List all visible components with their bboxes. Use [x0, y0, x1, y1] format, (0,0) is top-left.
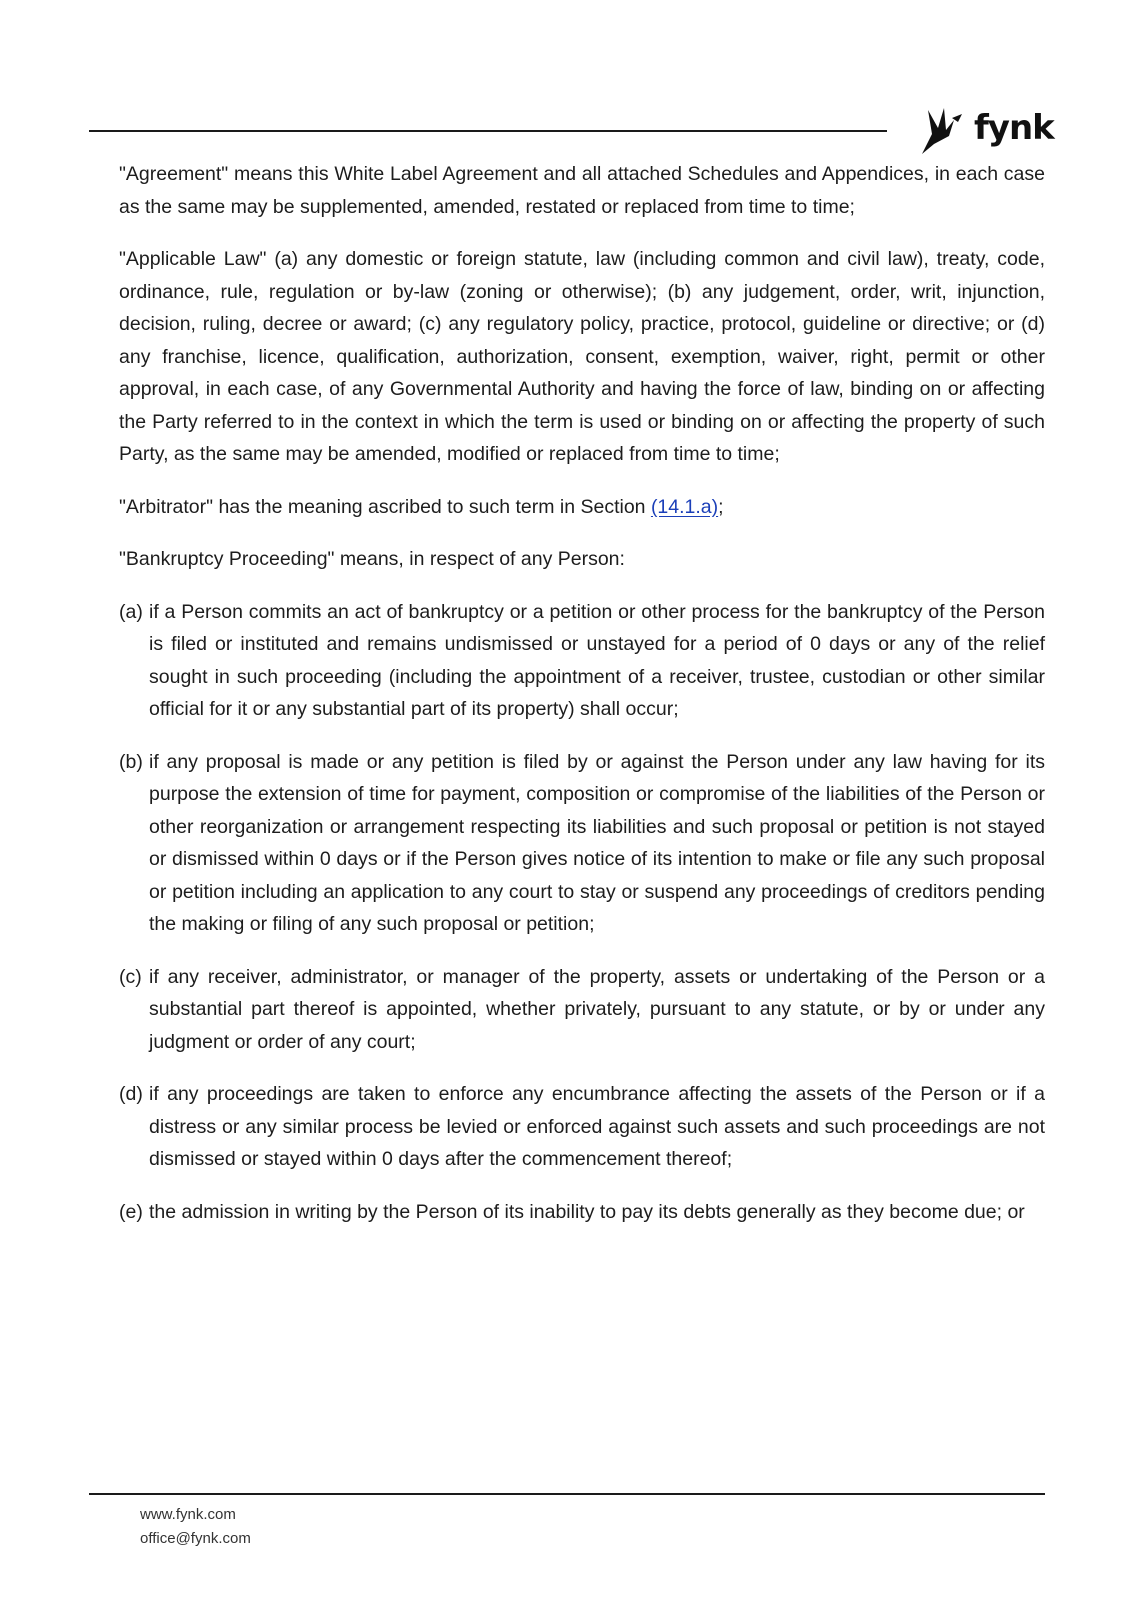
definition-bankruptcy-proceeding: "Bankruptcy Proceeding" means, in respect of any Person:: [119, 548, 625, 570]
footer-email-link[interactable]: office@fynk.com: [140, 1530, 251, 1547]
item-text: the admission in writing by the Person of its inability to pay its debts generally as they become due; or: [149, 1200, 1025, 1223]
arbitrator-suffix: ;: [718, 495, 724, 518]
item-marker: (c): [119, 965, 142, 988]
bankruptcy-item-e: [119, 1196, 1045, 1229]
item-text: if a Person commits an act of bankruptcy or a petition or other process for the bankruptcy of the Person is filed or instituted and remains undismissed or unstayed for a period of 0 days or any of the relief sought in such proceeding (including the appointment of a receiver, trustee, custodian or other similar official for it or any substantial part of its property) shall occur;: [149, 600, 1045, 720]
item-text: if any receiver, administrator, or manager of the property, assets or undertaking of the Person or a substantial part thereof is appointed, whether privately, pursuant to any statute, or by or under any judgment or order of any court;: [149, 965, 1045, 1053]
footer-divider: [89, 1493, 1045, 1495]
item-marker: (a): [119, 600, 143, 623]
item-marker: (d): [119, 1083, 143, 1105]
bankruptcy-item-b: [119, 746, 1045, 941]
bankruptcy-item-c: [119, 961, 1045, 1059]
logo-wordmark: fynk: [974, 108, 1054, 148]
footer: [140, 1503, 251, 1551]
item-text: if any proceedings are taken to enforce any encumbrance affecting the assets of the Person or if a distress or any similar process be levied or enforced against such assets and such proceedings are not dismissed or stayed within 0 days after the commencement thereof;: [149, 1083, 1045, 1170]
bankruptcy-item-d: [119, 1078, 1045, 1176]
header-divider: [89, 130, 887, 132]
item-text: if any proposal is made or any petition is filed by or against the Person under any law having for its purpose the extension of time for payment, composition or compromise of the liabilities of the Person or other reorganization or arrangement respecting its liabilities and such proposal or petition is not stayed or dismissed within 0 days or if the Person gives notice of its intention to make or file any such proposal or petition including an application to any court to stay or suspend any proceedings of creditors pending the making or filing of any such proposal or petition;: [149, 750, 1045, 935]
arbitrator-text: "Arbitrator" has the meaning ascribed to such term in Section: [119, 495, 651, 518]
bankruptcy-item-a: [119, 596, 1045, 726]
document-body: [119, 158, 1045, 1248]
fynk-logo: [918, 104, 1054, 160]
section-14-1-a-link[interactable]: (14.1.a): [650, 495, 719, 518]
definition-agreement: "Agreement" means this White Label Agreement and all attached Schedules and Appendices, in each case as the same may be supplemented, amended, restated or replaced from time to time;: [119, 163, 1045, 218]
definition-arbitrator: [119, 491, 1045, 524]
item-marker: (e): [119, 1200, 143, 1223]
footer-website-link[interactable]: www.fynk.com: [140, 1506, 236, 1523]
definition-applicable-law: "Applicable Law" (a) any domestic or foreign statute, law (including common and civil law), treaty, code, ordinance, rule, regulation or by-law (zoning or otherwise); (b) any judgement, order, writ, injunction, decision, ruling, decree or award; (c) any regulatory policy, practice, protocol, guideline or directive; or (d) any franchise, licence, qualification, authorization, consent, exemption, waiver, right, permit or other approval, in each case, of any Governmental Authority and having the force of law, binding on or affecting the Party referred to in the context in which the term is used or binding on or affecting the property of such Party, as the same may be amended, modified or replaced from time to time;: [119, 248, 1045, 465]
bird-icon: [918, 104, 974, 160]
item-marker: (b): [119, 750, 143, 773]
